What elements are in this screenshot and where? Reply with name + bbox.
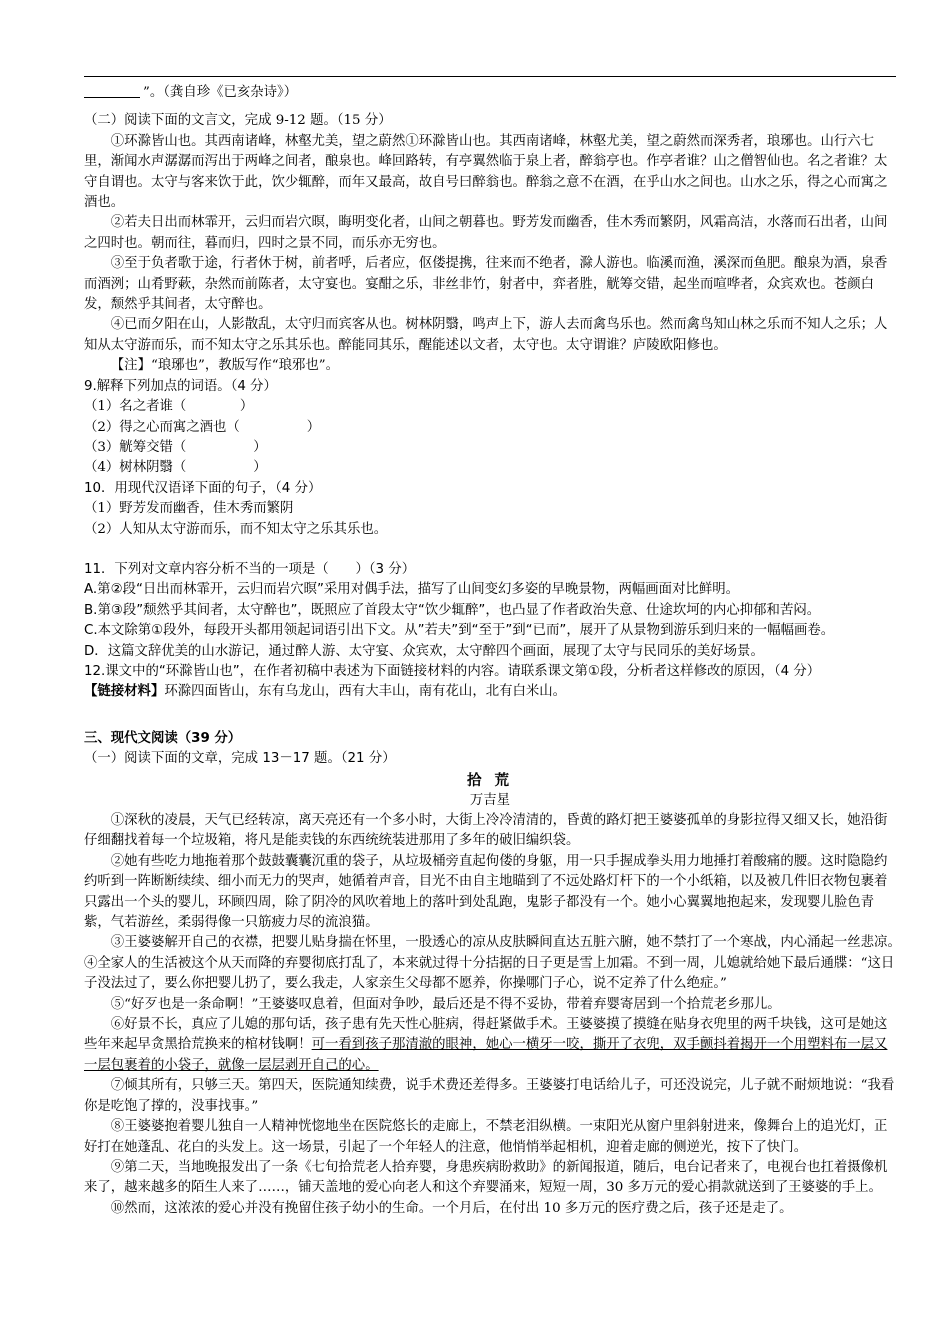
article-title: 拾 荒 — [466, 771, 514, 789]
q10-item-2: （2）人知从太守游而乐，而不知太守之乐其乐也。 — [84, 521, 388, 537]
classical-paragraph-1: ①环滁皆山也。其西南诸峰，林壑尤美，望之蔚然①环滁皆山也。其西南诸峰，林壑尤美，望之蔚然而深秀者，琅琊也。山行六七里，渐闻水声潺潺而泻出于两峰之间者，酿泉也。峰回路转，有亭翼然临于泉上者，醉翁亭也。作亭者谁？山之僧智仙也。名之者谁？太守自谓也。太守与客来饮于此，饮少辄醉，而年又最高，故自号曰醉翁也。醉翁之意不在酒，在乎山水之间也。山水之乐，得之心而寓之酒也。 — [84, 133, 888, 211]
q9-item-3: （3）觥筹交错（ ） — [84, 439, 267, 455]
q9-item-2: （2）得之心而寓之酒也（ ） — [84, 419, 321, 435]
article-paragraph-8: ⑧王婆婆抱着婴儿独自一人精神恍惚地坐在医院悠长的走廊上，不禁老泪纵横。一束阳光从窗户里斜射进来，像舞台上的追光灯，正好打在她蓬乱、花白的头发上。这一场景，引起了一个年轻人的注意，他悄悄举起相机，迎着走廊的侧逆光，按下了快门。 — [84, 1119, 888, 1155]
poem-tail-line — [84, 83, 896, 103]
q9-item-1: （1）名之者谁（ ） — [84, 399, 254, 415]
spacer — [84, 703, 896, 729]
q11-option-c: C.本文除第①段外，每段开头都用领起词语引出下文。从”若夫”到“至于”到“已而”，展开了从景物到游乐到归来的一幅幅画卷。 — [84, 623, 835, 639]
link-material-label: 【链接材料】 — [84, 684, 165, 700]
link-material — [84, 682, 896, 702]
section3-subheading: （一）阅读下面的文章，完成 13－17 题。（21 分） — [84, 751, 396, 767]
article-paragraph-2: ②她有些吃力地拖着那个鼓鼓囊囊沉重的袋子，从垃圾桶旁直起佝偻的身躯，用一只手握成拳头用力地捶打着酸痛的腰。这时隐隐约约听到一阵断断续续、细小而无力的哭声，她循着声音，目光不由自主地瞄到了不远处路灯杆下的一个小纸箱，以及被几件旧衣物包裹着只露出一个头的婴儿，环顾四周，除了阴冷的风吹着地上的落叶到处乱跑，鬼影子都没有一个。她小心翼翼地抱起来，发现婴儿脸色青紫，气若游丝，柔弱得像一只筋疲力尽的流浪猫。 — [84, 853, 888, 931]
q11-option-d: D．这篇文辞优美的山水游记，通过醉人游、太守宴、众宾欢，太守醉四个画面，展现了太守与民同乐的美好场景。 — [84, 643, 764, 659]
q9-stem: 9.解释下列加点的词语。（4 分） — [84, 378, 277, 394]
article-paragraph-5: ⑤“好歹也是一条命啊！”王婆婆叹息着，但面对争吵，最后还是不得不妥协，带着弃婴寄居到一个拾荒老乡那儿。 — [110, 996, 781, 1012]
article-paragraph-4: ④全家人的生活被这个从天而降的弃婴彻底打乱了，本来就过得十分拮据的日子更是雪上加霜。不到一周，儿媳就给她下最后通牒：“这日子没法过了，要么你把婴儿扔了，要么我走，人家亲生父母都不愿养，你操哪门子心，说不定养了什么绝症。” — [84, 955, 895, 992]
q10-stem: 10．用现代汉语译下面的句子，（4 分） — [84, 480, 322, 496]
link-material-text: 环滁四面皆山，东有乌龙山，西有大丰山，南有花山，北有白米山。 — [164, 684, 567, 700]
article-paragraph-6-start: ⑥好景不长，真应了儿媳的那句话，孩子患有先天性心脏病，得赶紧做手术。王婆婆摸了摸缝在贴身衣兜里的两千块钱，这可是她这些年来起早贪黑拾荒换来的棺材钱啊！ — [84, 1017, 888, 1053]
annotation-note: 【注】“琅琊也”，教版写作“琅邪也”。 — [110, 358, 340, 374]
classical-paragraph-2: ②若夫日出而林霏开，云归而岩穴暝，晦明变化者，山间之朝暮也。野芳发而幽香，佳木秀而繁阴，风霜高洁，水落而石出者，山间之四时也。朝而往，暮而归，四时之景不同，而乐亦无穷也。 — [84, 215, 888, 251]
article-author: 万吉星 — [469, 792, 511, 808]
exam-page — [84, 76, 896, 1219]
q9-item-4: （4）树林阴翳（ ） — [84, 460, 267, 476]
article-paragraph-7: ⑦倾其所有，只够三天。第四天，医院通知续费，说手术费还差得多。王婆婆打电话给儿子，可还没说完，儿子就不耐烦地说：“我看你是吃饱了撑的，没事找事。” — [84, 1078, 895, 1114]
article-paragraph-1: ①深秋的凌晨，天气已经转凉，离天亮还有一个多小时，大街上冷冷清清的，昏黄的路灯把王婆婆孤单的身影拉得又细又长，她沿街仔细翻找着每一个垃圾箱，将凡是能卖钱的东西统统装进那用了多年的破旧编织袋。 — [84, 813, 888, 849]
underlined-sentence: 可一看到孩子那清澈的眼神，她心一横牙一咬，撕开了衣兜，双手颤抖着揭开一个用塑料布一层又一层包裹着的小袋子，就像一层层剥开自己的心。 — [84, 1037, 888, 1073]
section2-heading: （二）阅读下面的文言文，完成 9-12 题。（15 分） — [84, 113, 392, 129]
section3-heading: 三、现代文阅读（39 分） — [84, 730, 242, 746]
q11-option-b: B.第③段”颓然乎其间者，太守醉也”，既照应了首段太守“饮少辄醉”，也凸显了作者政治失意、仕途坎坷的内心抑郁和苦闷。 — [84, 602, 821, 618]
article-paragraph-6 — [84, 1015, 896, 1076]
classical-paragraph-3: ③至于负者歌于途，行者休于树，前者呼，后者应，伛偻提携，往来而不绝者，滁人游也。临溪而渔，溪深而鱼肥。酿泉为酒，泉香而酒洌；山肴野蔌，杂然而前陈者，太守宴也。宴酣之乐，非丝非竹，射者中，弈者胜，觥筹交错，起坐而喧哗者，众宾欢也。苍颜白发，颓然乎其间者，太守醉也。 — [84, 256, 888, 313]
q11-stem: 11．下列对文章内容分析不当的一项是（ ）（3 分） — [84, 561, 416, 577]
answer-blank[interactable] — [84, 84, 140, 98]
article-paragraph-3: ③王婆婆解开自己的衣襟，把婴儿贴身揣在怀里，一股透心的凉从皮肤瞬间直达五脏六腑，她不禁打了一个寒战，内心涌起一丝悲凉。 — [110, 935, 895, 951]
article-paragraph-9: ⑨第二天，当地晚报发出了一条《七旬拾荒老人拾弃婴，身患疾病盼救助》的新闻报道，随后，电台记者来了，电视台也扛着摄像机来了，越来越多的陌生人来了……，铺天盖地的爱心向老人和这个弃婴涌来，短短一周，30 多万元的爱心捐款就送到了王婆婆的手上。 — [84, 1159, 888, 1196]
top-rule — [84, 76, 896, 77]
classical-paragraph-4: ④已而夕阳在山，人影散乱，太守归而宾客从也。树林阴翳，鸣声上下，游人去而禽鸟乐也。然而禽鸟知山林之乐而不知人之乐；人知从太守游而乐，而不知太守之乐其乐也。醉能同其乐，醒能述以文者，太守也。太守谓谁？庐陵欧阳修也。 — [84, 317, 888, 353]
q10-item-1: （1）野芳发而幽香，佳木秀而繁阴 — [84, 501, 294, 517]
q11-option-a: A.第②段“日出而林霏开，云归而岩穴暝”采用对偶手法，描写了山间变幻多姿的早晚景物，两幅画面对比鲜明。 — [84, 582, 740, 598]
q12-stem: 12.课文中的“环滁皆山也”，在作者初稿中表述为下面链接材料的内容。请联系课文第①段，分析者这样修改的原因，（4 分） — [84, 663, 821, 679]
spacer — [84, 540, 896, 560]
article-paragraph-3-4 — [84, 933, 896, 994]
poem-source: ”。（龚自珍《已亥杂诗》） — [143, 85, 298, 100]
article-paragraph-10: ⑩然而，这浓浓的爱心并没有挽留住孩子幼小的生命。一个月后，在付出 10 多万元的医疗费之后，孩子还是走了。 — [110, 1200, 793, 1216]
